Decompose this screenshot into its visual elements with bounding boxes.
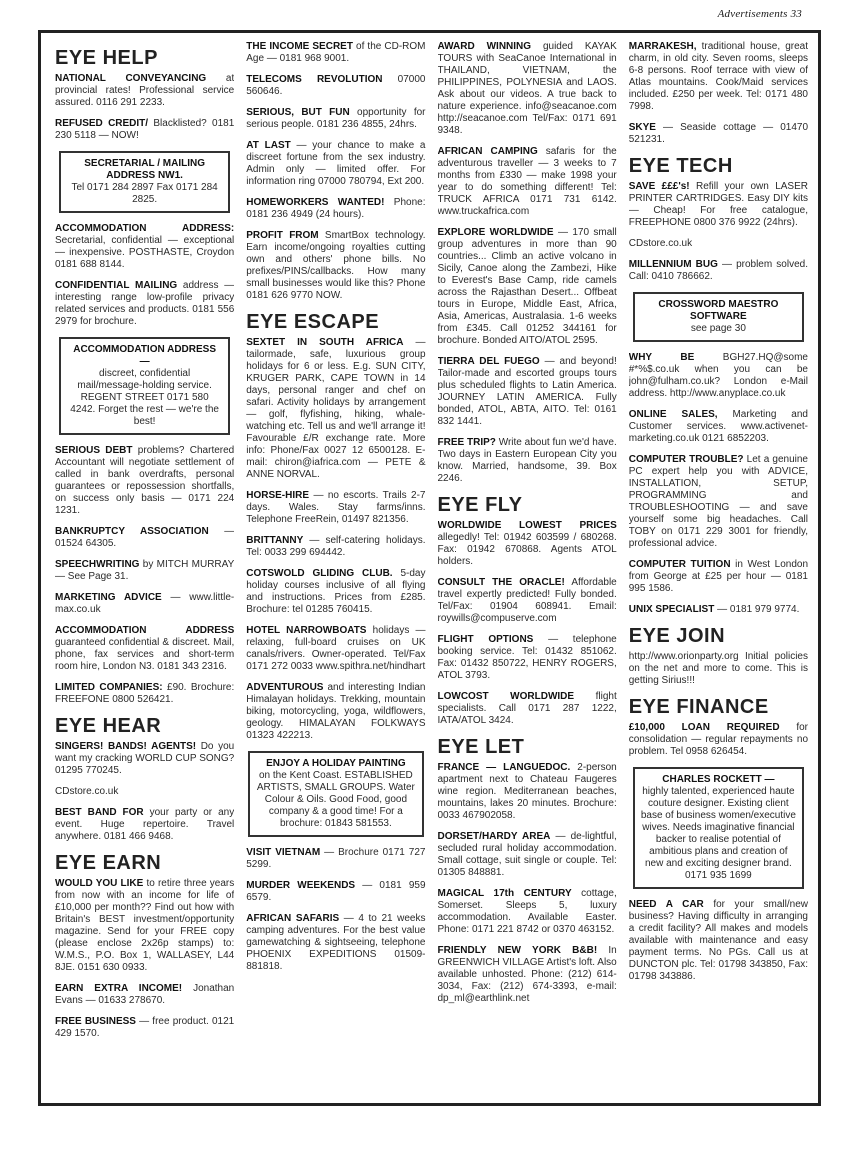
classified-ad (246, 197, 425, 221)
ad-body-text: — www.little-max.co.uk (55, 592, 235, 615)
ad-headline: ACCOMMODATION ADDRESS: (55, 223, 235, 234)
ad-headline: SEXTET IN SOUTH AFRICA (246, 337, 404, 348)
classified-ad (438, 945, 617, 1005)
classified-ad (246, 625, 425, 673)
ad-body-text: discreet, confidential mail/message-holding service. REGENT STREET 0171 580 4242. Forget the rest — we're the best! (70, 368, 219, 427)
ad-headline: BRITTANNY (246, 535, 304, 546)
ad-body-text: SmartBox technology. Earn income/ongoing royalties cutting own and others' phone bills. No prefixes/PINS/callbacks. How many small businesses would like this? Phone 0181 626 9770 NOW. (246, 230, 426, 301)
ad-body-text: Let a genuine PC expert help you with ADVICE, INSTALLATION, SETUP, PROGRAMMING and TROUBLESHOOTING — and save yourself some big headaches. Call TOBY on 0171 229 3001 for friendly, professional advice. (628, 454, 808, 549)
classified-ad (438, 227, 617, 347)
ad-headline: VISIT VIETNAM (246, 847, 321, 858)
ad-body-text: Phone: 0181 236 4949 (24 hours). (246, 197, 426, 220)
ad-body-text: see page 30 (690, 323, 746, 334)
ad-body-text: — Brochure 0171 727 5299. (246, 847, 426, 870)
classified-ad (629, 722, 808, 758)
section-heading: EYE LET (437, 736, 525, 758)
classified-ad (246, 568, 425, 616)
ad-headline: MARKETING ADVICE (55, 592, 162, 603)
ad-headline: BANKRUPTCY ASSOCIATION (55, 526, 209, 537)
classified-ad (55, 682, 234, 706)
classified-ad (55, 741, 234, 777)
classified-ad (246, 74, 425, 98)
ad-body-text: — de-lightful, secluded rural holiday accommodation. Small cottage, suit single or couple. Tel: 01305 848881. (437, 831, 617, 878)
classified-ad (246, 847, 425, 871)
ad-body-text: 5-day holiday courses inclusive of all flying and instructions. Prices from £285. Brochure: tel 01285 760415. (246, 568, 426, 615)
ad-body-text: by MITCH MURRAY — See Page 31. (55, 559, 235, 582)
classified-ad (438, 41, 617, 137)
ad-body-text: Do you want my cracking WORLD CUP SONG? 01295 770245. (55, 741, 235, 776)
classified-ad (438, 356, 617, 428)
classified-ad (438, 888, 617, 936)
classified-ad (246, 682, 425, 742)
classified-ad (629, 238, 808, 250)
ad-headline: SAVE £££'s! (628, 181, 690, 192)
boxed-ad (59, 337, 230, 435)
ad-headline: ACCOMMODATION ADDRESS — (73, 344, 217, 367)
classified-ad (55, 786, 234, 798)
ad-headline: FREE BUSINESS (55, 1016, 136, 1027)
ad-headline: AT LAST (246, 140, 291, 151)
ad-body-text: flight specialists. Call 0171 287 1222, IATA/ATOL 3424. (437, 691, 617, 726)
ad-column-2 (246, 41, 425, 1095)
ad-body-text: to retire three years from now with an income for life of £10,000 per month?? Find out how with Britain's BEST investment/opportunity magazine. Send for your FREE copy (please enclose 2x26p stamps) to: W.M.S., P.O. Box 1, WALLASEY, L44 8JE. 0151 630 0933. (55, 878, 235, 973)
ad-headline: THE INCOME SECRET (246, 41, 353, 52)
ad-body-text: Refill your own LASER PRINTER CARTRIDGES. Easy DIY kits — Cheap! For free catalogue, FREEPHONE 0800 376 9922 (24hrs). (628, 181, 808, 228)
ad-headline: AFRICAN CAMPING (437, 146, 538, 157)
ad-headline: FRIENDLY NEW YORK B&B! (437, 945, 598, 956)
ad-column-3 (438, 41, 617, 1095)
classified-ad (438, 520, 617, 568)
ad-body-text: Secretarial, confidential — exceptional — inexpensive. POSTHASTE, Croydon 0181 688 8144. (55, 235, 235, 270)
ad-body-text: http://www.orionparty.org Initial policies on the net and more to come. This is getting Sirius!!! (628, 651, 808, 686)
ad-headline: BEST BAND FOR (55, 807, 144, 818)
classified-ad (246, 140, 425, 188)
classified-ad (438, 634, 617, 682)
section-heading: EYE FINANCE (628, 696, 769, 718)
ad-body-text: at provincial rates! Professional service assured. 0116 291 2233. (55, 73, 235, 108)
ad-headline: £10,000 LOAN REQUIRED (628, 722, 780, 733)
ad-headline: TELECOMS REVOLUTION (246, 74, 383, 85)
ad-headline: PROFIT FROM (246, 230, 319, 241)
classified-ad (246, 41, 425, 65)
ad-body-text: — 170 small group adventures in more than 90 countries... Climb an active volcano in Sicily, Canoe along the Zambezi, Hike to Everest's Base Camp, ride camels across the Rajasthan Desert... Offbeat tours in Europe, Middle East, Africa, Asia, Americas, Australasia. 1-6 weeks from £345. Call 01252 344161 for brochure. Bonded AITO/ATOL 2595. (437, 227, 617, 346)
ad-headline: WORLDWIDE LOWEST PRICES (437, 520, 617, 531)
ad-headline: FREE TRIP? (437, 437, 496, 448)
ad-headline: COTSWOLD GLIDING CLUB. (246, 568, 393, 579)
boxed-ad (59, 151, 230, 213)
ad-body-text: Jonathan Evans — 01633 278670. (55, 983, 235, 1006)
classified-ad (55, 807, 234, 843)
ad-body-text: guaranteed confidential & discreet. Mail, phone, fax services and short-term room hire, London N3. 0181 343 2316. (55, 637, 235, 672)
classified-ads-frame (38, 30, 821, 1106)
boxed-ad (633, 767, 804, 889)
classified-ad (438, 577, 617, 625)
ad-headline: FRANCE — LANGUEDOC. (437, 762, 571, 773)
ad-headline: UNIX SPECIALIST (628, 604, 715, 615)
ad-headline: LIMITED COMPANIES: (55, 682, 163, 693)
classified-ad (55, 526, 234, 550)
classified-ad (629, 122, 808, 146)
classified-ad (438, 831, 617, 879)
ad-body-text: — 01524 64305. (55, 526, 235, 549)
ad-body-text: — free product. 0121 429 1570. (55, 1016, 235, 1039)
section-heading: EYE ESCAPE (246, 311, 380, 333)
classified-ad (629, 604, 808, 616)
ad-headline: DORSET/HARDY AREA (437, 831, 551, 842)
ad-body-text: address — interesting range low-profile privacy related services and products. 0181 556 2979 for brochure. (55, 280, 235, 327)
ad-body-text: Affordable travel expertly predicted! Fully bonded. Tel/Fax: 01904 608941. Email: roywills@compuserve.com (437, 577, 617, 624)
ad-headline: SINGERS! BANDS! AGENTS! (55, 741, 197, 752)
classified-ad (629, 41, 808, 113)
ad-headline: SERIOUS, BUT FUN (246, 107, 350, 118)
ad-body-text: for your small/new business? Having difficulty in arranging a credit facility? All makes and models available with maintenance and easy payment terms. No PGs. Call us at DUNCTON plc. Tel: 01798 343850, Fax: 01798 343886. (628, 899, 808, 982)
ad-body-text: — Seaside cottage — 01470 521231. (628, 122, 808, 145)
classified-ad (246, 230, 425, 302)
section-heading: EYE JOIN (628, 625, 726, 647)
ad-column-1 (55, 41, 234, 1095)
classified-ad (55, 118, 234, 142)
ad-body-text: and interesting Indian Himalayan holidays. Trekking, mountain biking, motorcycling, yoga, wildflowers, geology. HIMALAYAN FOLKWAYS 01323 422213. (246, 682, 426, 741)
ad-headline: HOTEL NARROWBOATS (246, 625, 367, 636)
ad-headline: WHY BE (628, 352, 695, 363)
ad-headline: REFUSED CREDIT/ (55, 118, 149, 129)
ad-headline: CHARLES ROCKETT — (662, 774, 775, 785)
ad-headline: MAGICAL 17th CENTURY (437, 888, 572, 899)
ad-body-text: — 0181 979 9774. (714, 604, 800, 615)
section-heading: EYE HEAR (55, 715, 162, 737)
ad-body-text: CDstore.co.uk (55, 786, 119, 797)
ad-columns (55, 41, 808, 1095)
ad-body-text: Marketing and Customer services. www.activenet-marketing.co.uk 0121 6852203. (628, 409, 808, 444)
ad-headline: NEED A CAR (628, 899, 704, 910)
ad-body-text: — and beyond! Tailor-made and escorted groups tours plus scheduled flights to Latin America. JOURNEY LATIN AMERICA. Fully bonded, ATOL, ABTA, AITO. Tel: 0161 832 1441. (437, 356, 617, 427)
ad-body-text: opportunity for serious people. 0181 236 4855, 24hrs. (246, 107, 426, 130)
classified-ad (55, 223, 234, 271)
ad-headline: CROSSWORD MAESTRO SOFTWARE (658, 299, 779, 322)
section-heading: EYE TECH (628, 155, 733, 177)
ad-headline: ACCOMMODATION ADDRESS (55, 625, 235, 636)
ad-headline: MURDER WEEKENDS (246, 880, 356, 891)
ad-headline: EXPLORE WORLDWIDE (437, 227, 554, 238)
ad-body-text: holidays — relaxing, full-board cruises on UK canals/rivers. Owner-operated. Tel/Fax 0171 272 0033 www.spithra.net/hindhart (246, 625, 426, 672)
classified-ad (629, 651, 808, 687)
classified-ad (246, 880, 425, 904)
ad-headline: ONLINE SALES, (628, 409, 718, 420)
boxed-ad (248, 751, 423, 837)
classified-ad (246, 490, 425, 526)
ad-body-text: In GREENWICH VILLAGE Artist's loft. Also available unhosted. Phone: (212) 614-3034, Fax: (212) 674-3393, e-mail: dp_ml@earthlink.net (437, 945, 617, 1004)
classified-ad (246, 107, 425, 131)
ad-headline: HOMEWORKERS WANTED! (246, 197, 385, 208)
ad-headline: ENJOY A HOLIDAY PAINTING (266, 758, 406, 769)
classified-ad (246, 337, 425, 481)
ad-body-text: highly talented, experienced haute couture designer. Existing client base of business women/executive wives. Needs imaginative financial backer to realise potential of ambitious plans and creation of new and exciting designer brand. 0171 935 1699 (640, 786, 796, 881)
classified-ad (629, 454, 808, 550)
ad-body-text: traditional house, great charm, in old city. Seven rooms, sleeps 6-8 persons. Roof terrace with view of Atlas mountains. Cook/Maid services included. £250 per week. Tel: 0171 480 7998. (628, 41, 808, 112)
classified-ad (55, 73, 234, 109)
classified-ad (55, 1016, 234, 1040)
ad-headline: SERIOUS DEBT (55, 445, 133, 456)
ad-headline: LOWCOST WORLDWIDE (437, 691, 575, 702)
ad-headline: WOULD YOU LIKE (55, 878, 144, 889)
classified-ad (246, 913, 425, 973)
classified-ad (629, 181, 808, 229)
ad-body-text: — your chance to make a discreet fortune from the sex industry. Admin only — limited offer. For information ring 07000 780794, Ext 200. (246, 140, 426, 187)
section-heading: EYE EARN (55, 852, 162, 874)
classified-ad (55, 592, 234, 616)
ad-body-text: CDstore.co.uk (628, 238, 693, 249)
ad-body-text: your party or any event. Huge repertoire. Travel anywhere. 0181 466 9468. (55, 807, 235, 842)
classified-ad (438, 146, 617, 218)
ad-body-text: — problem solved. Call: 0410 786662. (628, 259, 808, 282)
classified-ad (438, 437, 617, 485)
classified-ad (629, 559, 808, 595)
ad-headline: COMPUTER TUITION (628, 559, 731, 570)
classified-ad (55, 878, 234, 974)
ad-body-text: problems? Chartered Accountant will negotiate settlement of called in bank overdrafts, personal guarantees or repossession shortfalls, on success only basis — 0171 224 1231. (55, 445, 235, 516)
ad-headline: EARN EXTRA INCOME! (55, 983, 183, 994)
classified-ad (438, 762, 617, 822)
classified-ad (55, 280, 234, 328)
classified-ad (438, 691, 617, 727)
ad-body-text: allegedly! Tel: 01942 603599 / 680268. Fax: 01942 670868. Agents ATOL holders. (437, 532, 617, 567)
ad-headline: MILLENNIUM BUG (628, 259, 718, 270)
ad-body-text: guided KAYAK TOURS with SeaCanoe International in THAILAND, VIETNAM, the PHILIPPINES, POLYNESIA and LAOS. Ask about our videos. A true back to nature experience. info@seacanoe.com http://seacanoe.com Tel/Fax: 0171 691 9348. (437, 41, 617, 136)
ad-body-text: for consolidation — regular repayments no problem. Tel 0958 626454. (628, 722, 808, 757)
ad-headline: ADVENTUROUS (246, 682, 324, 693)
ad-headline: HORSE-HIRE (246, 490, 310, 501)
boxed-ad (633, 292, 804, 342)
ad-headline: SPEECHWRITING (55, 559, 140, 570)
ad-body-text: 07000 560646. (246, 74, 426, 97)
classified-ad (55, 983, 234, 1007)
ad-headline: MARRAKESH, (628, 41, 697, 52)
classified-ad (246, 535, 425, 559)
ad-body-text: £90. Brochure: FREEFONE 0800 526421. (55, 682, 235, 705)
page-header: Advertisements 33 (717, 8, 802, 20)
ad-headline: NATIONAL CONVEYANCING (55, 73, 207, 84)
ad-body-text: — 0181 959 6579. (246, 880, 426, 903)
classified-ad (629, 409, 808, 445)
ad-body-text: in West London from George at £25 per hour — 0181 995 1586. (628, 559, 808, 594)
ad-body-text: — 4 to 21 weeks camping adventures. For the best value gamewatching & sightseeing, telephone PHOENIX EXPEDITIONS 01509-881818. (246, 913, 426, 972)
ad-body-text: — telephone booking service. Tel: 01432 851062. Fax: 01432 850722, HENRY ROGERS, ATOL 3793. (437, 634, 617, 681)
ad-headline: AWARD WINNING (437, 41, 532, 52)
ad-headline: AFRICAN SAFARIS (246, 913, 340, 924)
ad-body-text: safaris for the adventurous traveller — 3 weeks to 7 months from £330 — make 1998 your year to do something different! Tel: TRUCK AFRICA 0171 731 6142. www.truckafrica.com (437, 146, 617, 217)
ad-body-text: 2-person apartment next to Chateau Faugeres wine region. Mediterranean beaches, mountains, lakes 20 minutes. Brochure: 0033 467902058. (437, 762, 617, 821)
ad-headline: SKYE (628, 122, 656, 133)
ad-body-text: Tel 0171 284 2897 Fax 0171 284 2825. (71, 182, 218, 205)
ad-body-text: — self-catering holidays. Tel: 0033 299 694442. (246, 535, 426, 558)
classified-ad (55, 559, 234, 583)
section-heading: EYE HELP (55, 47, 158, 69)
ad-body-text: — tailormade, safe, luxurious group holidays for 6 or less. E.g. SUN CITY, KRUGER PARK, CAPE TOWN in 14 days, personal ranger and chef on safari. Activity holidays by arrangement — golf, flyfishing, hiking, whale-watching etc. Tell us and we'll arrange it! Favourable £/R exchange rate. More info: Phone/Fax 0027 12 6500128. E-mail: chiron@iafrica.com — PETE & ANNE NORVAL. (246, 337, 426, 480)
ad-body-text: — no escorts. Trails 2-7 days. Wales. Stay farms/inns. Telephone FreeRein, 01497 821356. (246, 490, 426, 525)
ad-body-text: on the Kent Coast. ESTABLISHED ARTISTS, SMALL GROUPS. Water Colour & Oils. Good Food, good company & a good time! For a brochure: 01843 581553. (256, 770, 415, 829)
ad-column-4 (629, 41, 808, 1095)
ad-body-text: BGH27.HQ@some #*%$.co.uk when you can be john@fulham.co.uk? London e-Mail address. http://www.anyplace.co.uk (628, 352, 808, 399)
ad-headline: FLIGHT OPTIONS (437, 634, 534, 645)
classified-ad (55, 625, 234, 673)
ad-headline: COMPUTER TROUBLE? (628, 454, 744, 465)
ad-headline: TIERRA DEL FUEGO (437, 356, 540, 367)
classified-ad (629, 899, 808, 983)
ad-headline: CONSULT THE ORACLE! (437, 577, 565, 588)
ad-body-text: Blacklisted? 0181 230 5118 — NOW! (55, 118, 235, 141)
section-heading: EYE FLY (437, 494, 523, 516)
ad-headline: SECRETARIAL / MAILING ADDRESS NW1. (84, 158, 205, 181)
classified-ad (629, 259, 808, 283)
ad-body-text: Write about fun we'd have. Two days in Eastern European City you know. Married, handsome, 39. Box 2246. (437, 437, 617, 484)
ad-body-text: of the CD-ROM Age — 0181 968 9001. (246, 41, 426, 64)
ad-headline: CONFIDENTIAL MAILING (55, 280, 178, 291)
ad-body-text: cottage, Somerset. Sleeps 5, luxury accommodation. Available Easter. Phone: 0171 221 8742 or 0370 463152. (437, 888, 617, 935)
classified-ad (55, 445, 234, 517)
classified-ad (629, 352, 808, 400)
